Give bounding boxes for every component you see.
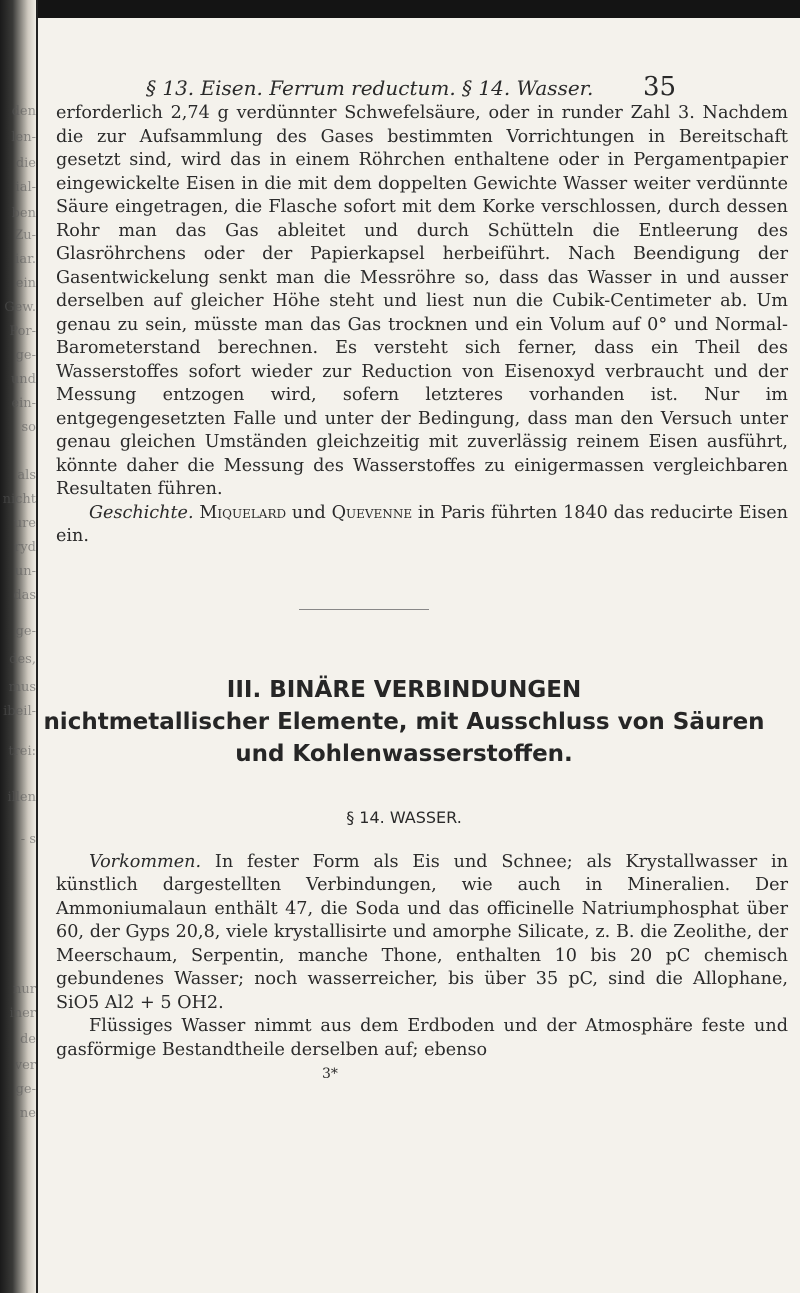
history-text: in Paris führten 1840 das reducirte Eisen ein. (56, 502, 788, 546)
bleed-text: ge- (15, 1082, 36, 1097)
heading-line-2: nichtmetallischer Elemente, mit Ausschluss von Säuren (43, 708, 765, 735)
bleed-text: trei: (8, 744, 36, 759)
bleed-text: so (21, 420, 36, 435)
bleed-text: das (13, 588, 36, 603)
bleed-text: des, (9, 652, 36, 667)
bleed-text: nicht (2, 492, 36, 507)
history-connector: und (286, 502, 332, 523)
bleed-text: un- (14, 564, 36, 579)
occurrence-text: In fester Form als Eis und Schnee; als Krystallwasser in künstlich dargestellten Verbindungen, wie auch in Mineralien. Der Ammoniumalaun enthält 47, die Soda und das officinelle Natriumphosphat über 60, der Gyps 20,8, viele krystallisirte und amorphe Silicate, z. B. die Zeolithe, der Meerschaum, Serpentin, manche Thone, enthalten 10 bis 20 pC chemisch gebundenes Wasser; noch wasserreicher, bis über 35 pC, sind die Allophane, SiO5 Al2 + 5 OH2. (56, 851, 788, 1013)
paragraph-history (56, 502, 788, 549)
bleed-text: ein (15, 276, 36, 291)
bleed-text: ial- (15, 180, 36, 195)
author-name-1: Miquelard (199, 502, 287, 523)
top-dark-band (0, 0, 800, 18)
history-lead: Geschichte. (89, 502, 194, 523)
page-number: 35 (643, 72, 677, 102)
heading-line-3: und Kohlenwasserstoffen. (235, 740, 573, 767)
bleed-text: ibeil- (3, 704, 36, 719)
bleed-text: als (17, 468, 36, 483)
bleed-text: ge- (15, 348, 36, 363)
chapter-heading (36, 674, 772, 770)
bleed-text: ge- (15, 624, 36, 639)
occurrence-lead: Vorkommen. (89, 851, 202, 872)
bleed-text: len- (11, 130, 36, 145)
bleed-text: ben (11, 206, 36, 221)
bleed-text: Gew. (4, 300, 36, 315)
bleed-text: ne (19, 1106, 36, 1121)
bleed-text: Zu- (14, 228, 36, 243)
paragraph-liquid-water: Flüssiges Wasser nimmt aus dem Erdboden und der Atmosphäre feste und gasförmige Bestandtheile derselben auf; ebenso (56, 1016, 788, 1060)
running-header (56, 70, 792, 102)
section-divider (299, 609, 429, 610)
bleed-text: und (10, 372, 36, 387)
bleed-text: Por- (9, 324, 36, 339)
bleed-text: iner (9, 1006, 36, 1021)
bleed-text: iar. (15, 252, 36, 267)
bleed-text: ure (13, 516, 36, 531)
spine-edge (36, 0, 38, 1293)
signature-mark: 3* (322, 1066, 338, 1082)
book-page (43, 70, 792, 1082)
bleed-text: die (15, 156, 36, 171)
author-name-2: Quevenne (331, 502, 413, 523)
paragraph-iron-measurement: erforderlich 2,74 g verdünnter Schwefelsäure, oder in runder Zahl 3. Nachdem die zur Aufsammlung des Gases bestimmten Vorrichtungen in Bereitschaft gesetzt sind, wird das in einem Röhrchen enthaltene oder in Pergamentpapier eingewickelte Eisen in die mit dem doppelten Gewichte Wasser weiter verdünnte Säure eingetragen, die Flasche sofort mit dem Korke verschlossen, durch dessen Rohr man das Gas ableitet und durch Schütteln die Entleerung des Glasröhrchens oder der Papierkapsel herbeiführt. Nach Beendigung der Gasentwickelung senkt man die Messröhre so, dass das Wasser in und ausser derselben auf gleicher Höhe steht und liest nun die Cubik-Centimeter ab. Um genau zu sein, müsste man das Gas trocknen und ein Volum auf 0° und Normal-Barometerstand berechnen. Es versteht sich ferner, dass ein Theil des Wasserstoffes sofort wieder zur Reduction von Eisenoxyd verbraucht und der Messung entzogen wird, sofern letzteres vorhanden ist. Nur im entgegengesetzten Falle und unter der Bedingung, dass man den Versuch unter genau gleichen Umständen gleichzeitig mit zuverlässig reinem Eisen ausführt, könnte daher die Messung des Wasserstoffes zu einigermassen vergleichbaren Resultaten führen. (56, 103, 788, 499)
paragraph-occurrence (56, 851, 788, 1016)
header-title: § 13. Eisen. Ferrum reductum. § 14. Wasser. (146, 76, 594, 100)
bleed-text: illen (7, 790, 36, 805)
section-title: § 14. WASSER. (346, 807, 462, 827)
bleed-text: ein- (11, 396, 36, 411)
bleed-text: mus (8, 680, 36, 695)
bleed-text: den (11, 104, 36, 119)
bleed-text: ryd (14, 540, 36, 555)
bleed-text: de (19, 1032, 36, 1047)
bleed-text: ver (14, 1058, 36, 1073)
bleed-text: - s (20, 832, 36, 847)
bleed-text: nur (13, 982, 36, 997)
heading-line-1: III. BINÄRE VERBINDUNGEN (226, 676, 582, 703)
